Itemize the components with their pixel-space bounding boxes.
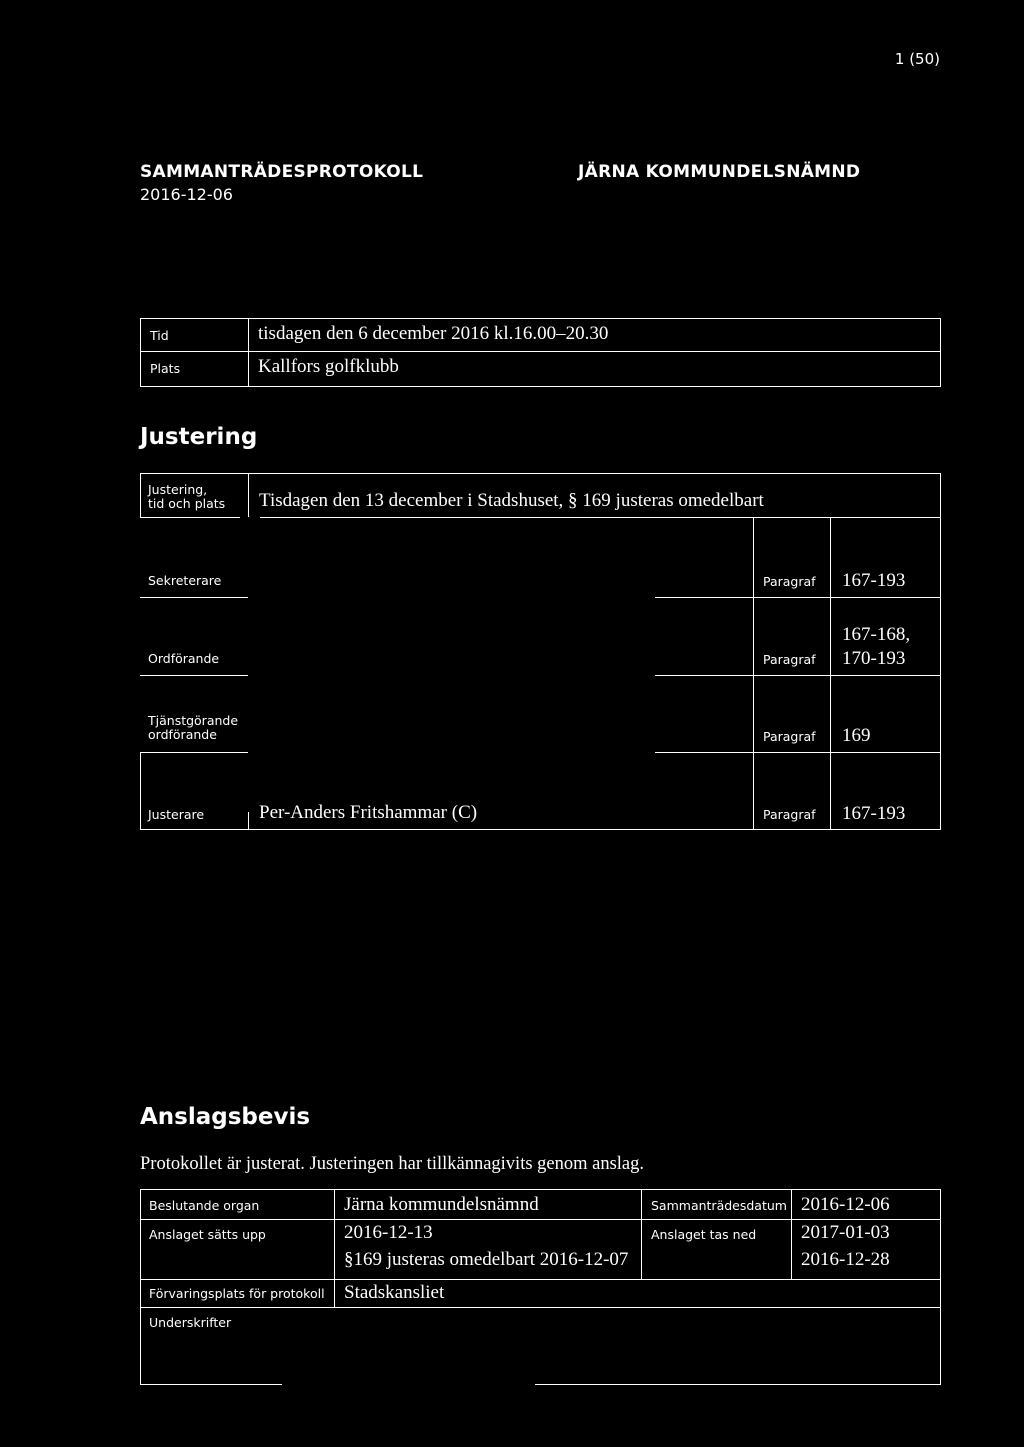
justering-when-divider (140, 517, 240, 518)
justerare-name: Per-Anders Fritshammar (C) (259, 802, 478, 823)
beslutande-organ-label: Beslutande organ (149, 1198, 260, 1213)
anslag-table-left-border (140, 1189, 141, 1385)
ordforande-paragraph-value-2: 170-193 (842, 648, 906, 669)
tjanstgorande-label-1: Tjänstgörande (148, 713, 239, 728)
anslag-signature-line-right (535, 1384, 941, 1385)
anslagsbevis-statement: Protokollet är justerat. Justeringen har tillkännagivits genom anslag. (140, 1154, 645, 1174)
tjanstgorande-signature-line-right (655, 752, 941, 753)
forvaringsplats-label: Förvaringsplats för protokoll (149, 1286, 325, 1301)
anslag-table-column-divider (334, 1189, 335, 1307)
forvaringsplats-value: Stadskansliet (344, 1282, 445, 1303)
anslag-tas-ned-label: Anslaget tas ned (651, 1227, 757, 1242)
page-number: 1 (50) (894, 50, 940, 68)
ordforande-signature-line (140, 675, 248, 676)
justerare-paragraph-label: Paragraf (763, 807, 816, 822)
place-value: Kallfors golfklubb (258, 356, 399, 377)
sammantradesdatum-label: Sammanträdesdatum (651, 1198, 787, 1213)
justering-left-border (140, 473, 141, 517)
sekreterare-signature-line-right (655, 597, 941, 598)
justering-right-border (940, 473, 941, 830)
ordforande-signature-line-right (655, 675, 941, 676)
organization-name: JÄRNA KOMMUNDELSNÄMND (578, 162, 861, 182)
tjanstgorande-paragraph-label: Paragraf (763, 729, 816, 744)
anslag-signature-line-left (140, 1384, 282, 1385)
sekreterare-label: Sekreterare (148, 573, 222, 588)
anslag-table-dates-divider (140, 1279, 941, 1280)
justering-lower-left-border (140, 752, 141, 830)
justering-heading: Justering (140, 424, 258, 450)
ordforande-paragraph-label: Paragraf (763, 652, 816, 667)
underskrifter-label: Underskrifter (149, 1315, 232, 1330)
meeting-table-divider (140, 351, 941, 352)
paragraph-value-divider (830, 517, 831, 830)
time-label: Tid (150, 328, 169, 343)
anslag-tas-ned-value: 2017-01-03 (801, 1222, 890, 1243)
time-value: tisdagen den 6 december 2016 kl.16.00–20.30 (258, 323, 609, 344)
tjanstgorande-label-2: ordförande (148, 727, 217, 742)
justering-when-divider-right (260, 517, 941, 518)
anslag-table-top-border (140, 1189, 941, 1190)
justerare-paragraph-value: 167-193 (842, 803, 906, 824)
anslag-table-middle-divider (641, 1189, 642, 1279)
document-title: SAMMANTRÄDESPROTOKOLL (140, 162, 424, 182)
document-date: 2016-12-06 (140, 185, 233, 204)
anslag-tas-ned-value-2: 2016-12-28 (801, 1249, 890, 1270)
anslag-satts-upp-label: Anslaget sätts upp (149, 1227, 266, 1242)
anslag-table-organ-divider (140, 1219, 941, 1220)
meeting-table-column-divider (248, 318, 249, 387)
ordforande-paragraph-value-1: 167-168, (842, 624, 911, 645)
sekreterare-paragraph-label: Paragraf (763, 574, 816, 589)
tjanstgorande-signature-line (140, 752, 248, 753)
place-label: Plats (150, 361, 181, 376)
justering-when-label-2: tid och plats (148, 496, 226, 511)
anslag-table-right-value-divider (791, 1189, 792, 1279)
paragraph-column-divider (753, 517, 754, 830)
justerare-label: Justerare (148, 807, 205, 822)
justering-when-label-1: Justering, (148, 482, 208, 497)
tjanstgorande-paragraph-value: 169 (842, 725, 871, 746)
sammantradesdatum-value: 2016-12-06 (801, 1194, 890, 1215)
anslagsbevis-heading: Anslagsbevis (140, 1104, 311, 1130)
justerare-bottom-line (140, 829, 941, 830)
anslag-omedelbart-value: §169 justeras omedelbart 2016-12-07 (344, 1249, 629, 1270)
justering-top-border (140, 473, 941, 474)
anslag-satts-upp-value: 2016-12-13 (344, 1222, 433, 1243)
sekreterare-paragraph-value: 167-193 (842, 570, 906, 591)
justerare-name-divider (248, 812, 249, 829)
justering-label-divider (248, 473, 249, 517)
anslag-table-right-border (940, 1189, 941, 1385)
ordforande-label: Ordförande (148, 651, 220, 666)
sekreterare-signature-line (140, 597, 248, 598)
beslutande-organ-value: Järna kommundelsnämnd (344, 1194, 539, 1215)
justering-when-value: Tisdagen den 13 december i Stadshuset, § 169 justeras omedelbart (259, 490, 764, 511)
anslag-table-storage-divider (140, 1307, 941, 1308)
